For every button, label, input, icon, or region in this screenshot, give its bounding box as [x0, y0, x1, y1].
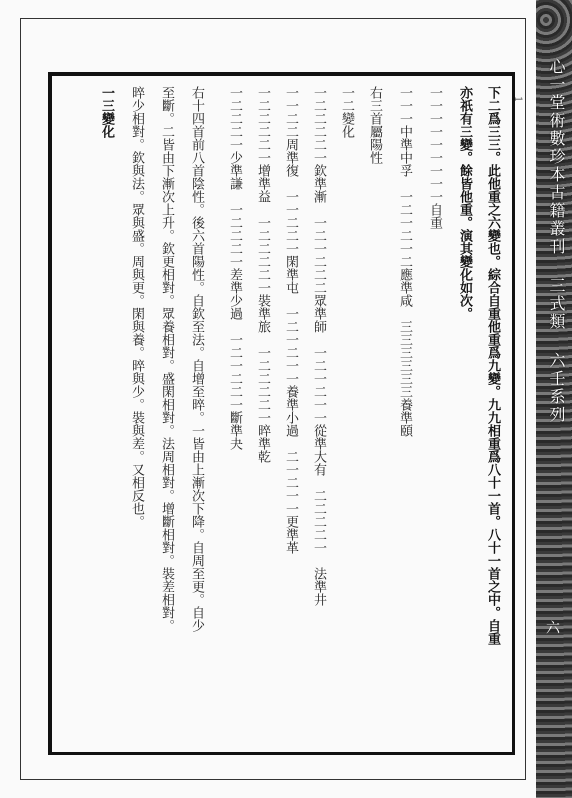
text-column-1: 下二爲三三。此他重之六變也。綜合自重他重爲九變。九九相重爲八十一首。八十一首之中。自重 — [485, 86, 500, 645]
series-title: 心一堂術數珍本古籍叢刊 三式類 六壬系列 — [547, 58, 566, 424]
text-column-13: 晬少相對。欽與法。眾與盛。周與更。閑與養。晬與少。裝與差。又相反也。 — [129, 86, 144, 528]
text-column-6: 一二變化 — [339, 86, 354, 138]
text-column-4: 一一一中準中孚 一二一二一二應準咸 三三三三三三養準頤 — [397, 86, 412, 437]
text-column-3: 一一一一一一一一一自重 — [427, 86, 442, 229]
text-column-2: 亦祇有三變。餘皆他重。演其變化如次。 — [457, 86, 472, 320]
text-column-8: 一一二二周準復 一一二二一閑準屯 一二一二一一養準小過 二一二一一更準革 — [283, 86, 298, 554]
text-column-7: 一二二二二一欽準漸 一二一二二二眾準師 一二一二一一從準大有 二二二二一 法準井 — [311, 86, 326, 606]
text-column-14: 一三變化 — [99, 86, 114, 138]
text-column-9: 一二二二二一增準益 一二二二二一裝準旅 一二二二二一晬準乾 — [255, 86, 270, 463]
text-column-10: 一二二二一少準謙 一二二二一差準少過 一二一二二一斷準夬 — [227, 86, 242, 450]
text-column-5: 右三首屬陽性 — [367, 86, 382, 164]
text-column-11: 右十四首前八首陰性。後六首陽性。自欽至法。自增至晬。一皆由上漸次下降。自周至更。自少 — [189, 86, 204, 632]
text-column-12: 至斷。二皆由下漸次上升。欽更相對。眾養相對。盛閑相對。法周相對。增斷相對。裝差相對。 — [159, 86, 174, 632]
page-number: 六 — [544, 620, 560, 634]
corner-mark: 1 — [512, 96, 523, 103]
